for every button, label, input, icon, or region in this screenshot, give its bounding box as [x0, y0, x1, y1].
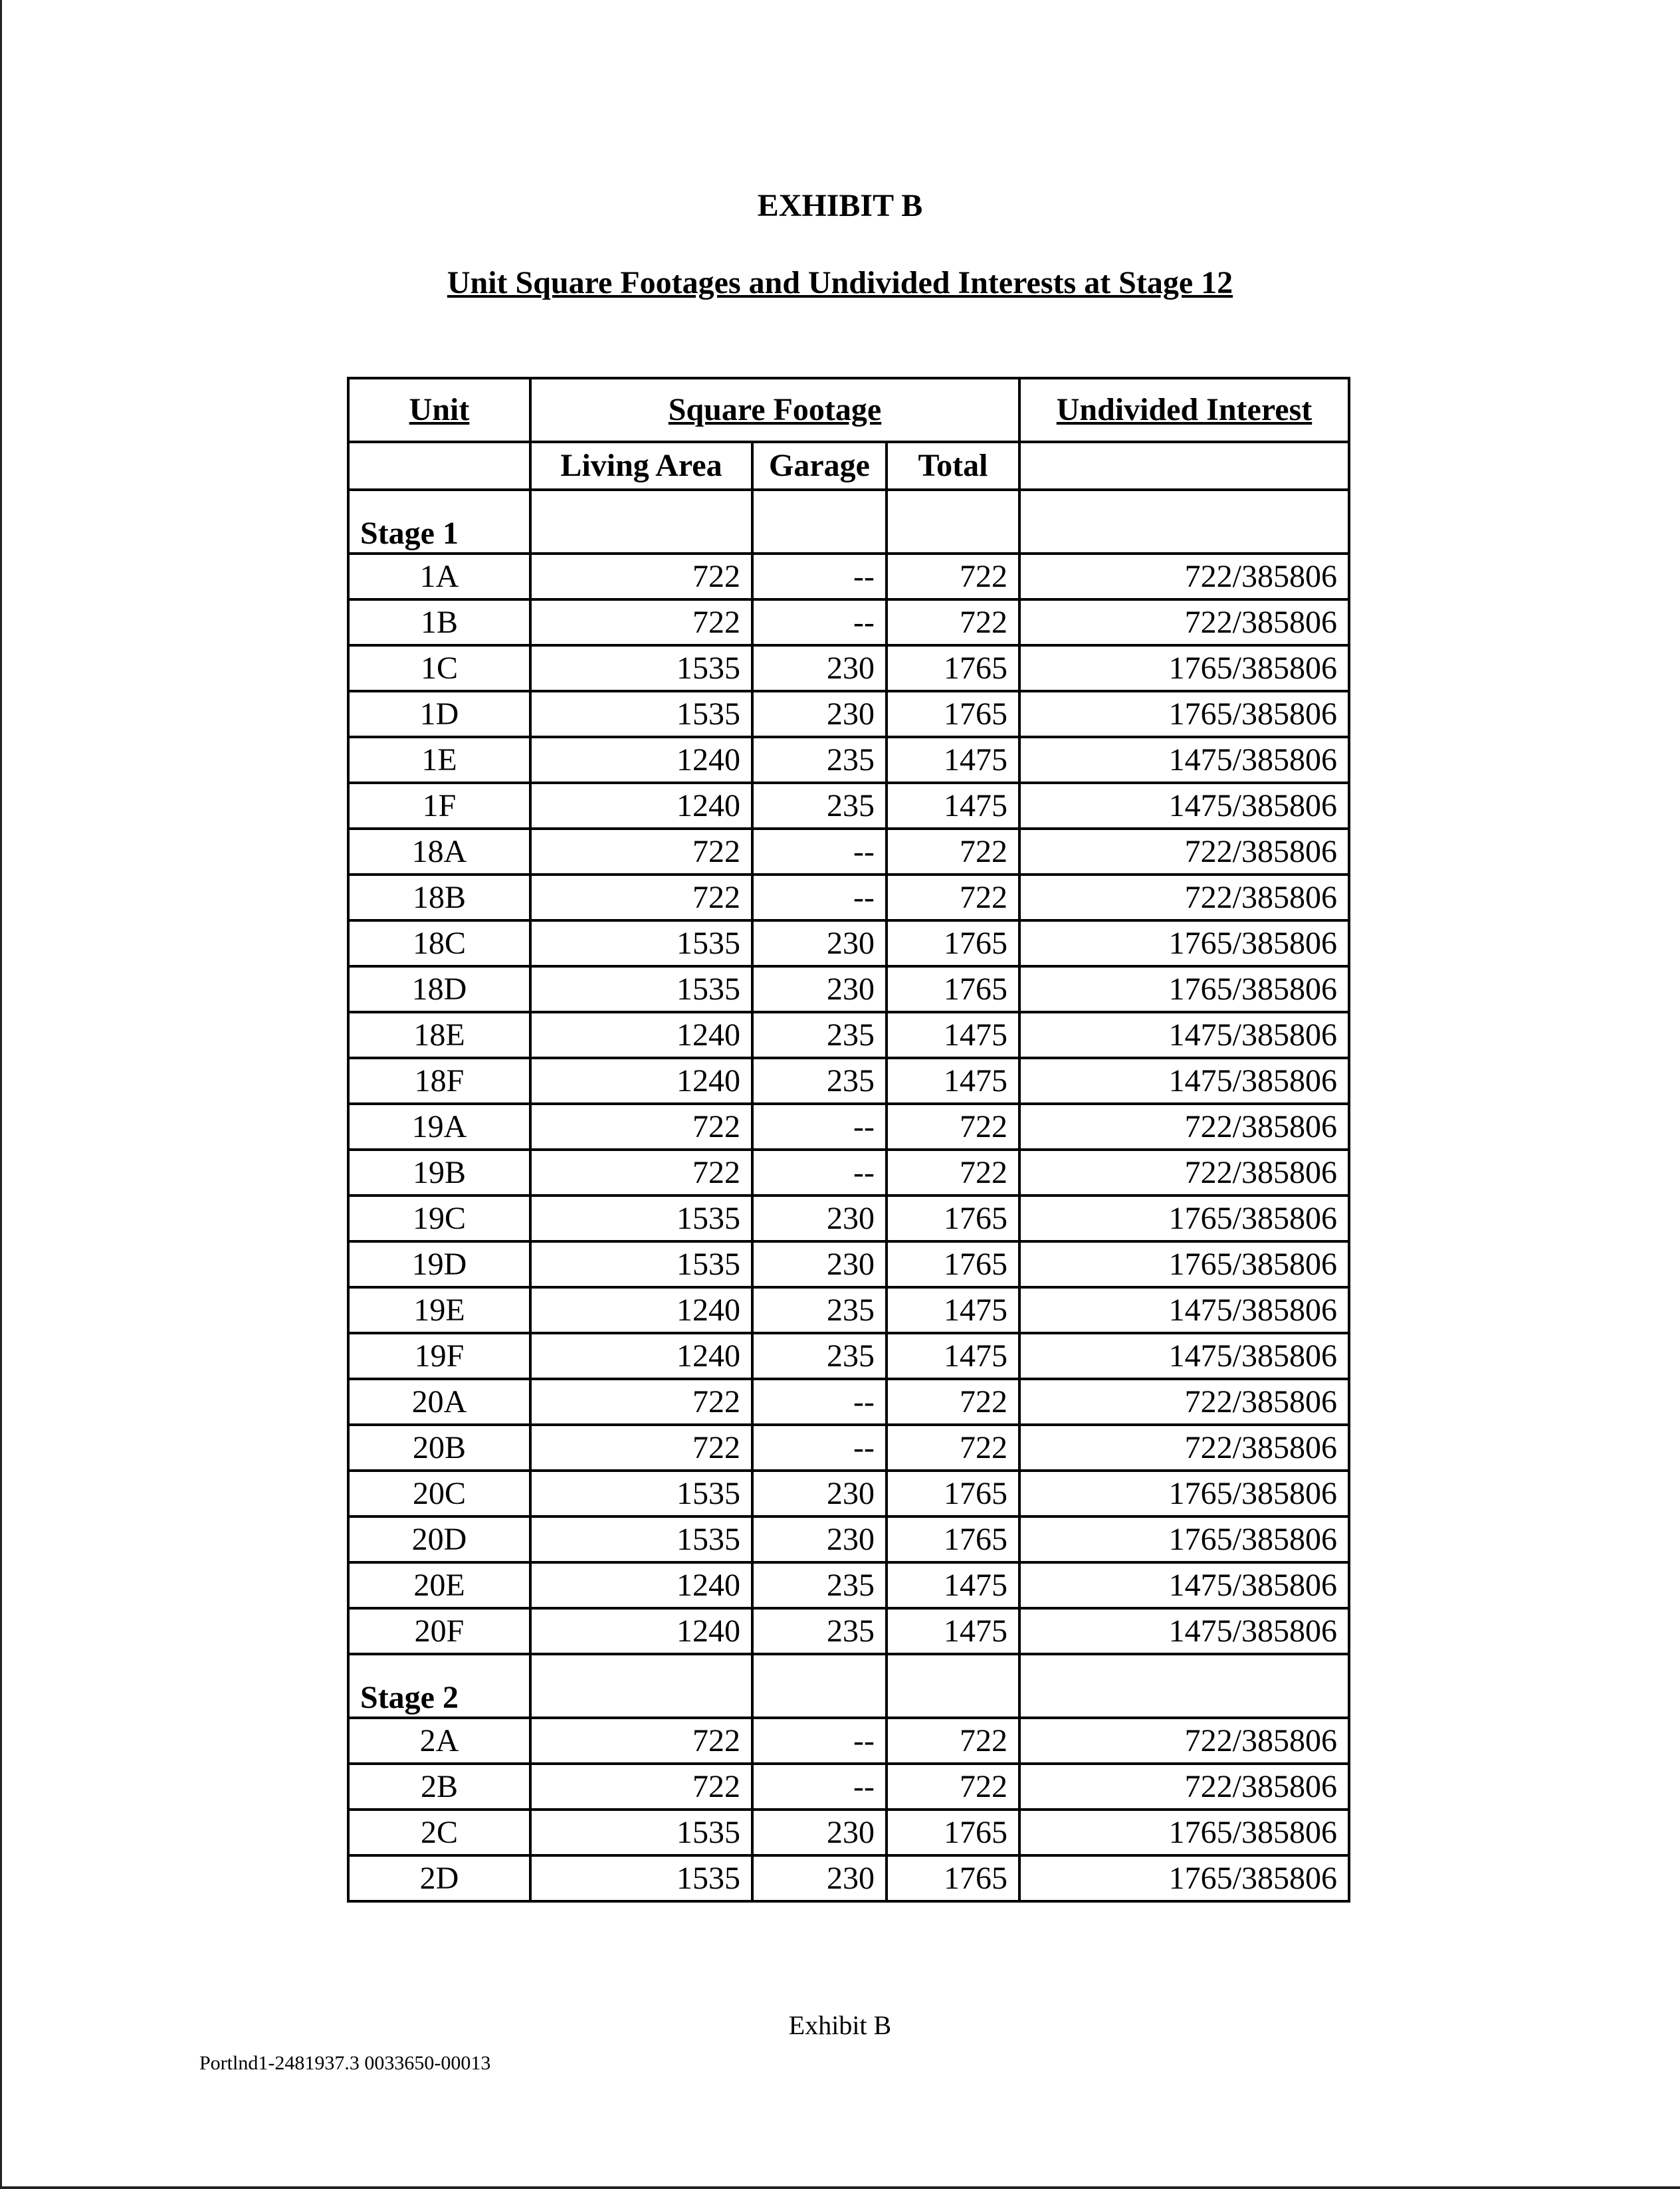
table-row — [348, 1425, 1349, 1471]
garage-cell: 235 — [752, 1287, 887, 1333]
living-area-cell: 722 — [530, 829, 752, 875]
header-total: Total — [887, 442, 1019, 490]
table-row — [348, 1471, 1349, 1516]
unit-cell: 1A — [348, 554, 530, 599]
total-cell: 1765 — [887, 645, 1019, 691]
total-cell: 722 — [887, 1150, 1019, 1196]
undivided-interest-cell: 1475/385806 — [1019, 1058, 1349, 1104]
garage-cell: 230 — [752, 1855, 887, 1901]
unit-cell: 19D — [348, 1241, 530, 1287]
total-cell: 722 — [887, 599, 1019, 645]
table-row — [348, 875, 1349, 920]
unit-cell: 1D — [348, 691, 530, 737]
header-living-area: Living Area — [530, 442, 752, 490]
table-row — [348, 1562, 1349, 1608]
living-area-cell: 1240 — [530, 737, 752, 783]
table-row — [348, 1058, 1349, 1104]
undivided-interest-cell: 722/385806 — [1019, 1379, 1349, 1425]
stage-empty-cell — [530, 1654, 752, 1718]
total-cell: 722 — [887, 1379, 1019, 1425]
square-footage-table — [347, 377, 1350, 1903]
table-row — [348, 1196, 1349, 1241]
undivided-interest-cell: 1475/385806 — [1019, 1562, 1349, 1608]
living-area-cell: 722 — [530, 554, 752, 599]
undivided-interest-cell: 1475/385806 — [1019, 783, 1349, 829]
total-cell: 1765 — [887, 1196, 1019, 1241]
garage-cell: -- — [752, 599, 887, 645]
table-row — [348, 1012, 1349, 1058]
table-row — [348, 1379, 1349, 1425]
stage-empty-cell — [887, 1654, 1019, 1718]
table-row — [348, 1287, 1349, 1333]
unit-cell: 19A — [348, 1104, 530, 1150]
undivided-interest-cell: 722/385806 — [1019, 1718, 1349, 1764]
living-area-cell: 1535 — [530, 1516, 752, 1562]
header-undivided-interest: Undivided Interest — [1019, 378, 1349, 442]
total-cell: 1765 — [887, 1855, 1019, 1901]
unit-cell: 20F — [348, 1608, 530, 1654]
total-cell: 1475 — [887, 783, 1019, 829]
table-row — [348, 1241, 1349, 1287]
undivided-interest-cell: 1475/385806 — [1019, 1287, 1349, 1333]
subheader-empty-interest — [1019, 442, 1349, 490]
garage-cell: -- — [752, 1764, 887, 1810]
living-area-cell: 722 — [530, 1150, 752, 1196]
total-cell: 1475 — [887, 1562, 1019, 1608]
undivided-interest-cell: 1765/385806 — [1019, 1516, 1349, 1562]
header-square-footage: Square Footage — [530, 378, 1019, 442]
total-cell: 1765 — [887, 966, 1019, 1012]
undivided-interest-cell: 1765/385806 — [1019, 1855, 1349, 1901]
undivided-interest-cell: 1765/385806 — [1019, 966, 1349, 1012]
stage-empty-cell — [887, 490, 1019, 554]
garage-cell: 235 — [752, 1608, 887, 1654]
total-cell: 722 — [887, 1764, 1019, 1810]
table-row — [348, 1608, 1349, 1654]
garage-cell: 230 — [752, 645, 887, 691]
document-id: Portlnd1-2481937.3 0033650-00013 — [199, 2052, 491, 2074]
undivided-interest-cell: 1765/385806 — [1019, 1196, 1349, 1241]
unit-cell: 18C — [348, 920, 530, 966]
garage-cell: 230 — [752, 1471, 887, 1516]
stage-empty-cell — [752, 490, 887, 554]
living-area-cell: 1240 — [530, 1333, 752, 1379]
undivided-interest-cell: 722/385806 — [1019, 554, 1349, 599]
table-row — [348, 1855, 1349, 1901]
unit-cell: 1E — [348, 737, 530, 783]
unit-cell: 2A — [348, 1718, 530, 1764]
unit-cell: 19E — [348, 1287, 530, 1333]
unit-cell: 1F — [348, 783, 530, 829]
living-area-cell: 722 — [530, 1718, 752, 1764]
garage-cell: 230 — [752, 1196, 887, 1241]
total-cell: 1475 — [887, 1608, 1019, 1654]
table-row — [348, 1718, 1349, 1764]
total-cell: 1765 — [887, 1471, 1019, 1516]
garage-cell: 235 — [752, 1058, 887, 1104]
unit-cell: 19B — [348, 1150, 530, 1196]
page-edge-left — [0, 0, 2, 2189]
garage-cell: -- — [752, 829, 887, 875]
table-row — [348, 920, 1349, 966]
table-subheader-row — [348, 442, 1349, 490]
undivided-interest-cell: 722/385806 — [1019, 599, 1349, 645]
unit-cell: 2C — [348, 1810, 530, 1855]
garage-cell: 235 — [752, 1012, 887, 1058]
undivided-interest-cell: 722/385806 — [1019, 1764, 1349, 1810]
living-area-cell: 1535 — [530, 966, 752, 1012]
page-footer: Exhibit B — [788, 2010, 892, 2040]
garage-cell: 235 — [752, 783, 887, 829]
undivided-interest-cell: 722/385806 — [1019, 829, 1349, 875]
total-cell: 722 — [887, 1425, 1019, 1471]
unit-cell: 2D — [348, 1855, 530, 1901]
total-cell: 1765 — [887, 1241, 1019, 1287]
undivided-interest-cell: 1765/385806 — [1019, 691, 1349, 737]
living-area-cell: 1535 — [530, 645, 752, 691]
undivided-interest-cell: 1475/385806 — [1019, 1608, 1349, 1654]
unit-cell: 1B — [348, 599, 530, 645]
unit-cell: 19C — [348, 1196, 530, 1241]
living-area-cell: 1535 — [530, 691, 752, 737]
header-unit: Unit — [348, 378, 530, 442]
table-row — [348, 783, 1349, 829]
total-cell: 722 — [887, 1718, 1019, 1764]
living-area-cell: 1240 — [530, 1058, 752, 1104]
total-cell: 722 — [887, 829, 1019, 875]
unit-cell: 18D — [348, 966, 530, 1012]
stage-empty-cell — [1019, 1654, 1349, 1718]
unit-cell: 18E — [348, 1012, 530, 1058]
unit-cell: 18A — [348, 829, 530, 875]
garage-cell: 230 — [752, 1241, 887, 1287]
table-row — [348, 691, 1349, 737]
total-cell: 1765 — [887, 920, 1019, 966]
garage-cell: -- — [752, 875, 887, 920]
page-subtitle: Unit Square Footages and Undivided Interests at Stage 12 — [447, 265, 1233, 300]
table-body — [348, 490, 1349, 1901]
living-area-cell: 722 — [530, 1425, 752, 1471]
table-row — [348, 599, 1349, 645]
garage-cell: -- — [752, 1425, 887, 1471]
garage-cell: 235 — [752, 737, 887, 783]
garage-cell: -- — [752, 1150, 887, 1196]
table-row — [348, 1764, 1349, 1810]
living-area-cell: 1240 — [530, 1287, 752, 1333]
table-row — [348, 1333, 1349, 1379]
living-area-cell: 1240 — [530, 1562, 752, 1608]
unit-cell: 20C — [348, 1471, 530, 1516]
total-cell: 1765 — [887, 691, 1019, 737]
undivided-interest-cell: 722/385806 — [1019, 875, 1349, 920]
living-area-cell: 722 — [530, 1764, 752, 1810]
table-row — [348, 1810, 1349, 1855]
garage-cell: -- — [752, 554, 887, 599]
stage-label: Stage 1 — [348, 490, 530, 554]
living-area-cell: 1535 — [530, 1471, 752, 1516]
garage-cell: 230 — [752, 1516, 887, 1562]
undivided-interest-cell: 722/385806 — [1019, 1425, 1349, 1471]
living-area-cell: 1535 — [530, 1196, 752, 1241]
total-cell: 1475 — [887, 737, 1019, 783]
total-cell: 1765 — [887, 1516, 1019, 1562]
living-area-cell: 722 — [530, 875, 752, 920]
table-row — [348, 1516, 1349, 1562]
stage-label: Stage 2 — [348, 1654, 530, 1718]
total-cell: 1475 — [887, 1012, 1019, 1058]
total-cell: 722 — [887, 1104, 1019, 1150]
living-area-cell: 722 — [530, 1104, 752, 1150]
living-area-cell: 1240 — [530, 1012, 752, 1058]
garage-cell: -- — [752, 1718, 887, 1764]
unit-cell: 18B — [348, 875, 530, 920]
garage-cell: 230 — [752, 920, 887, 966]
garage-cell: -- — [752, 1379, 887, 1425]
table-header-row — [348, 378, 1349, 442]
table-row — [348, 554, 1349, 599]
living-area-cell: 1535 — [530, 1810, 752, 1855]
undivided-interest-cell: 722/385806 — [1019, 1150, 1349, 1196]
table-row — [348, 966, 1349, 1012]
table-row — [348, 829, 1349, 875]
total-cell: 722 — [887, 554, 1019, 599]
undivided-interest-cell: 1765/385806 — [1019, 1241, 1349, 1287]
stage-empty-cell — [530, 490, 752, 554]
stage-row — [348, 490, 1349, 554]
undivided-interest-cell: 1765/385806 — [1019, 920, 1349, 966]
table-row — [348, 1150, 1349, 1196]
undivided-interest-cell: 1475/385806 — [1019, 737, 1349, 783]
garage-cell: 235 — [752, 1562, 887, 1608]
unit-cell: 20D — [348, 1516, 530, 1562]
living-area-cell: 1240 — [530, 1608, 752, 1654]
table-row — [348, 1104, 1349, 1150]
subheader-empty-unit — [348, 442, 530, 490]
unit-cell: 18F — [348, 1058, 530, 1104]
table-row — [348, 737, 1349, 783]
total-cell: 1475 — [887, 1333, 1019, 1379]
undivided-interest-cell: 1475/385806 — [1019, 1333, 1349, 1379]
unit-cell: 20E — [348, 1562, 530, 1608]
total-cell: 722 — [887, 875, 1019, 920]
unit-cell: 2B — [348, 1764, 530, 1810]
unit-cell: 19F — [348, 1333, 530, 1379]
total-cell: 1475 — [887, 1287, 1019, 1333]
living-area-cell: 722 — [530, 1379, 752, 1425]
garage-cell: 230 — [752, 966, 887, 1012]
undivided-interest-cell: 722/385806 — [1019, 1104, 1349, 1150]
living-area-cell: 1535 — [530, 920, 752, 966]
living-area-cell: 1535 — [530, 1855, 752, 1901]
undivided-interest-cell: 1765/385806 — [1019, 1810, 1349, 1855]
stage-row — [348, 1654, 1349, 1718]
total-cell: 1765 — [887, 1810, 1019, 1855]
living-area-cell: 722 — [530, 599, 752, 645]
undivided-interest-cell: 1765/385806 — [1019, 1471, 1349, 1516]
garage-cell: 235 — [752, 1333, 887, 1379]
garage-cell: -- — [752, 1104, 887, 1150]
header-garage: Garage — [752, 442, 887, 490]
total-cell: 1475 — [887, 1058, 1019, 1104]
stage-empty-cell — [1019, 490, 1349, 554]
table-row — [348, 645, 1349, 691]
page-edge-bottom — [0, 2186, 1680, 2189]
page-title: EXHIBIT B — [757, 188, 923, 223]
living-area-cell: 1240 — [530, 783, 752, 829]
living-area-cell: 1535 — [530, 1241, 752, 1287]
garage-cell: 230 — [752, 1810, 887, 1855]
garage-cell: 230 — [752, 691, 887, 737]
undivided-interest-cell: 1475/385806 — [1019, 1012, 1349, 1058]
unit-cell: 1C — [348, 645, 530, 691]
undivided-interest-cell: 1765/385806 — [1019, 645, 1349, 691]
unit-cell: 20B — [348, 1425, 530, 1471]
unit-cell: 20A — [348, 1379, 530, 1425]
stage-empty-cell — [752, 1654, 887, 1718]
